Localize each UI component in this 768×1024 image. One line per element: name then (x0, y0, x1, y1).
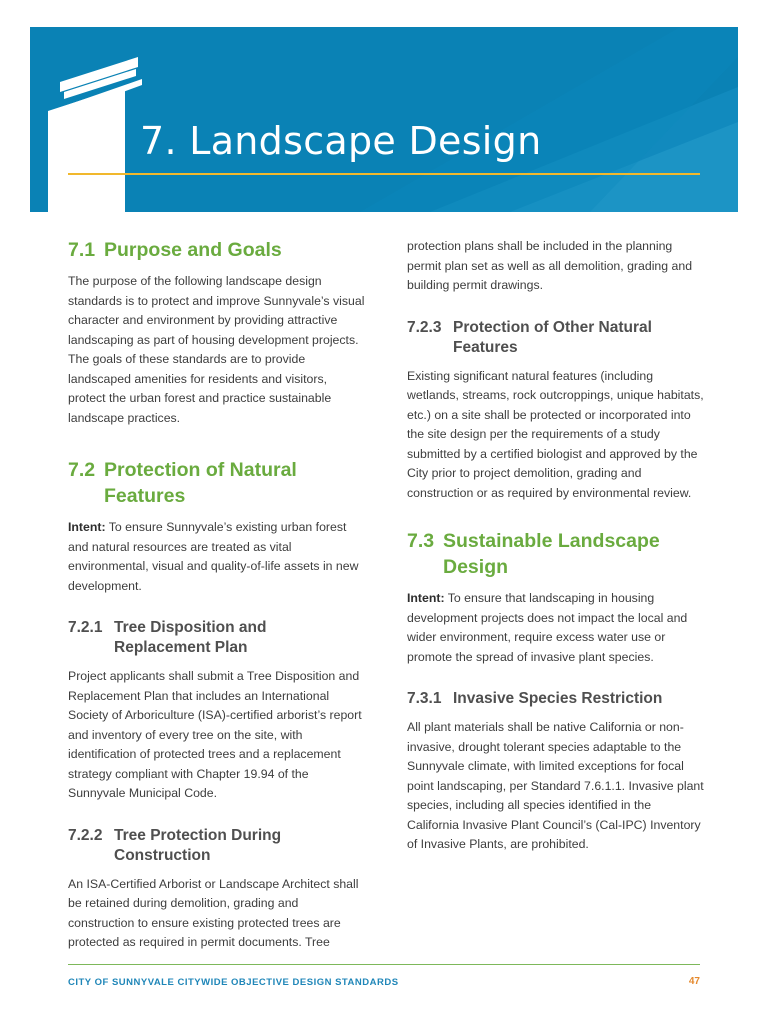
subsection-title: Invasive Species Restriction (453, 690, 663, 707)
subsection-number: 7.2.3 (407, 318, 442, 336)
section-number: 7.2 (68, 459, 96, 481)
section-number: 7.1 (68, 239, 96, 261)
subsection-title: Tree Protection During Construction (114, 826, 282, 864)
title-rule (68, 173, 700, 175)
footer-rule (68, 964, 700, 965)
footer-document-title: CITY OF SUNNYVALE CITYWIDE OBJECTIVE DESIGN STANDARDS (68, 977, 399, 988)
section-intent-7-2 (68, 518, 366, 596)
section-heading-7-3 (407, 528, 705, 580)
page-number: 47 (688, 976, 700, 987)
subsection-body-7-2-1: Project applicants shall submit a Tree Disposition and Replacement Plan that includes an International Society of Arboriculture (ISA)-certified arborist’s report and inventory of every tree on the site, with identification of protected trees and a replacement strategy compliant with Chapter 19.94 of the Sunnyvale Municipal Code. (68, 669, 362, 800)
intent-text: To ensure Sunnyvale’s existing urban forest and natural resources are treated as vital environmental, visual and quality-of-life assets in new development. (68, 520, 359, 593)
subsection-number: 7.2.1 (68, 619, 103, 636)
right-column (407, 237, 705, 855)
subsection-body-7-2-2-continued: protection plans shall be included in the planning permit plan set as well as all demolition, grading and building permit drawings. (407, 239, 693, 292)
subsection-heading-7-2-2 (68, 826, 366, 866)
subsection-heading-7-2-1 (68, 618, 366, 658)
subsection-title: Tree Disposition and Replacement Plan (114, 619, 267, 656)
subsection-body-7-2-2: An ISA-Certified Arborist or Landscape Architect shall be retained during demolition, grading and construction to ensure existing protected trees are protected as required in permit documents. Tree (68, 876, 359, 949)
section-title: Purpose and Goals (104, 239, 282, 261)
subsection-body-7-3-1: All plant materials shall be native California or non-invasive, drought tolerant species adaptable to the Sunnyvale climate, with limited exceptions for focal point landscaping, per Standard 7.6.1.1. Invasive plant species, including all species identified in the California Invasive Plant Council’s (Cal-IPC) Inventory of Invasive Plants, are prohibited. (407, 720, 704, 851)
chapter-title: 7. Landscape Design (140, 119, 542, 163)
chapter-banner (30, 27, 738, 212)
subsection-number: 7.2.2 (68, 826, 103, 844)
section-number: 7.3 (407, 530, 435, 552)
section-intent-7-3 (407, 589, 705, 667)
section-heading-7-2 (68, 457, 366, 509)
section-heading-7-1 (68, 237, 366, 263)
left-column (68, 237, 366, 953)
subsection-number: 7.3.1 (407, 690, 442, 707)
subsection-title: Protection of Other Natural Features (453, 318, 652, 356)
subsection-heading-7-3-1 (407, 689, 705, 709)
section-title: Protection of Natural Features (104, 459, 297, 507)
intent-label: Intent: (68, 520, 106, 534)
intent-label: Intent: (407, 591, 445, 605)
subsection-heading-7-2-3 (407, 318, 705, 358)
section-title: Sustainable Landscape Design (443, 530, 660, 578)
subsection-body-7-2-3: Existing significant natural features (including wetlands, streams, rock outcroppings, unique habitats, etc.) on a site shall be protected or incorporated into the site design per the requirements of a study submitted by a certified biologist and approved by the City prior to project demolition, grading and construction or as required by environmental review. (407, 368, 704, 500)
intent-text: To ensure that landscaping in housing development projects does not impact the local and wider environment, require excess water use or promote the spread of invasive plant species. (407, 591, 688, 664)
section-body-7-1: The purpose of the following landscape design standards is to protect and improve Sunnyvale’s visual character and environment by providing attractive landscaping as part of housing development projects. The goals of these standards are to provide landscaped amenities for residents and visitors, protect the urban forest and practice sustainable landscape practices. (68, 274, 365, 425)
